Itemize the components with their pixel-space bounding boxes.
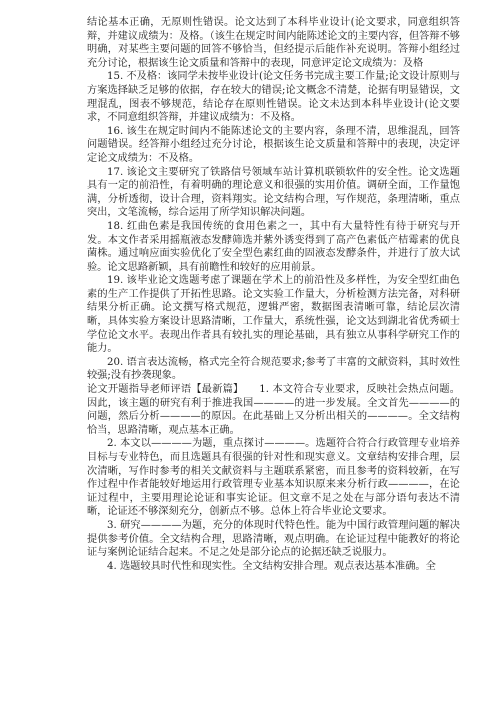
paragraph-item-20: 20. 语言表达流畅，格式完全符合规范要求;参考了丰富的文献资料，其时效性较强;没有抄袭现象。 xyxy=(87,356,460,382)
paragraph-comment-2: 2. 本文以————为题，重点探讨————。选题符合符合行政管理专业培养目标与专业特色，而且选题具有很强的针对性和现实意义。文章结构安排合理，层次清晰，写作时参考的相关文献资料与主题联系紧密，而且参考的资料较新，在写作过程中作者能较好地运用行政管理专业基本知识原来来分析行政————，在论证过程中，主要用理论论证和事实论证。但文章不足之处在与部分语句表达不清晰，论证还不够深刻充分，创新点不够。总体上符合毕业论文要求。 xyxy=(87,438,460,518)
paragraph-comment-4: 4. 选题较具时代性和现实性。全文结构安排合理。观点表达基本准确。全 xyxy=(107,560,436,572)
paragraph-item-15: 15. 不及格：该同学未按毕业设计(论文任务书完成主要工作量;论文设计原则与方案选择缺乏足够的依据，存在较大的错误;论文概念不清楚，论据有明显错误，文理混乱，图表不够规范，结论存在原则性错误。论文未达到本科毕业设计(论文要求，不同意组织答辩，并建议成绩为：不及格。 xyxy=(87,71,460,124)
paragraph-item-17: 17. 该论文主要研究了铁路信号领域车站计算机联锁软件的安全性。论文选题具有一定的前沿性，有着明确的理论意义和很强的实用价值。调研全面，工作量饱满，分析透彻，设计合理，资料翔实。论文结构合理，写作规范，条理清晰，重点突出，文笔流畅，综合运用了所学知识解决问题。 xyxy=(87,166,460,219)
paragraph-item-19: 19. 该毕业论文选题考虑了课题在学术上的前沿性及多样性，为安全型红曲色素的生产工作提供了开拓性思路。论文实验工作量大，分析检测方法完备，对科研结果分析正确。论文撰写格式规范，逻辑严密，数据图表清晰可靠，结论层次清晰，具体实验方案设计思路清晰，工作量大，系统性强，论文达到湖北省优秀硕士学位论文水平。表现出作者具有较扎实的理论基础，具有独立从事科学研究工作的能力。 xyxy=(87,275,460,355)
paragraph-comment-3: 3. 研究————为题，充分的体现时代特色性。能为中国行政管理问题的解决提供参考价值。全文结构合理，思路清晰，观点明确。在论证过程中能教好的将论证与案例论证结合起来。不足之处是部分论点的论据还缺乏说服力。 xyxy=(87,519,460,559)
paragraph-grade-pass-continued: 结论基本正确，无原则性错误。论文达到了本科毕业设计(论文要求，同意组织答辩，并建议成绩为：及格。（该生在规定时间内能陈述论文的主要内容，但答辩不够明确，对某些主要问题的回答不够恰当，但经提示后能作补充说明。答辩小组经过充分讨论，根据该生论文质量和答辩中的表现，同意评定论文成绩为：及格 xyxy=(87,17,460,69)
paragraph-item-16: 16. 该生在规定时间内不能陈述论文的主要内容，条理不清，思维混乱，回答问题错误。经答辩小组经过充分讨论，根据该生论文质量和答辩中的表现，决定评定论文成绩为：不及格。 xyxy=(87,125,460,164)
paragraph-item-18: 18. 红曲色素是我国传统的食用色素之一，其中有大量特性有待于研究与开发。本文作者采用摇瓶液态发酵筛选并紫外诱变得到了高产色素低产桔霉素的优良菌株。通过响应面实验优化了安全型色素红曲的固液态发酵条件，并进行了放大试验。论文思路新颖，具有前瞻性和较好的应用前景。 xyxy=(87,220,460,273)
section-heading-with-item-1: 论文开题指导老师评语【最新篇】 1. 本文符合专业要求，反映社会热点问题。因此，该主题的研究有利于推进我国————的进一步发展。全文首先————的问题，然后分析————的原因。在此基础上又分析出相关的————。全文结构恰当，思路清晰，观点基本正确。 xyxy=(87,384,460,436)
